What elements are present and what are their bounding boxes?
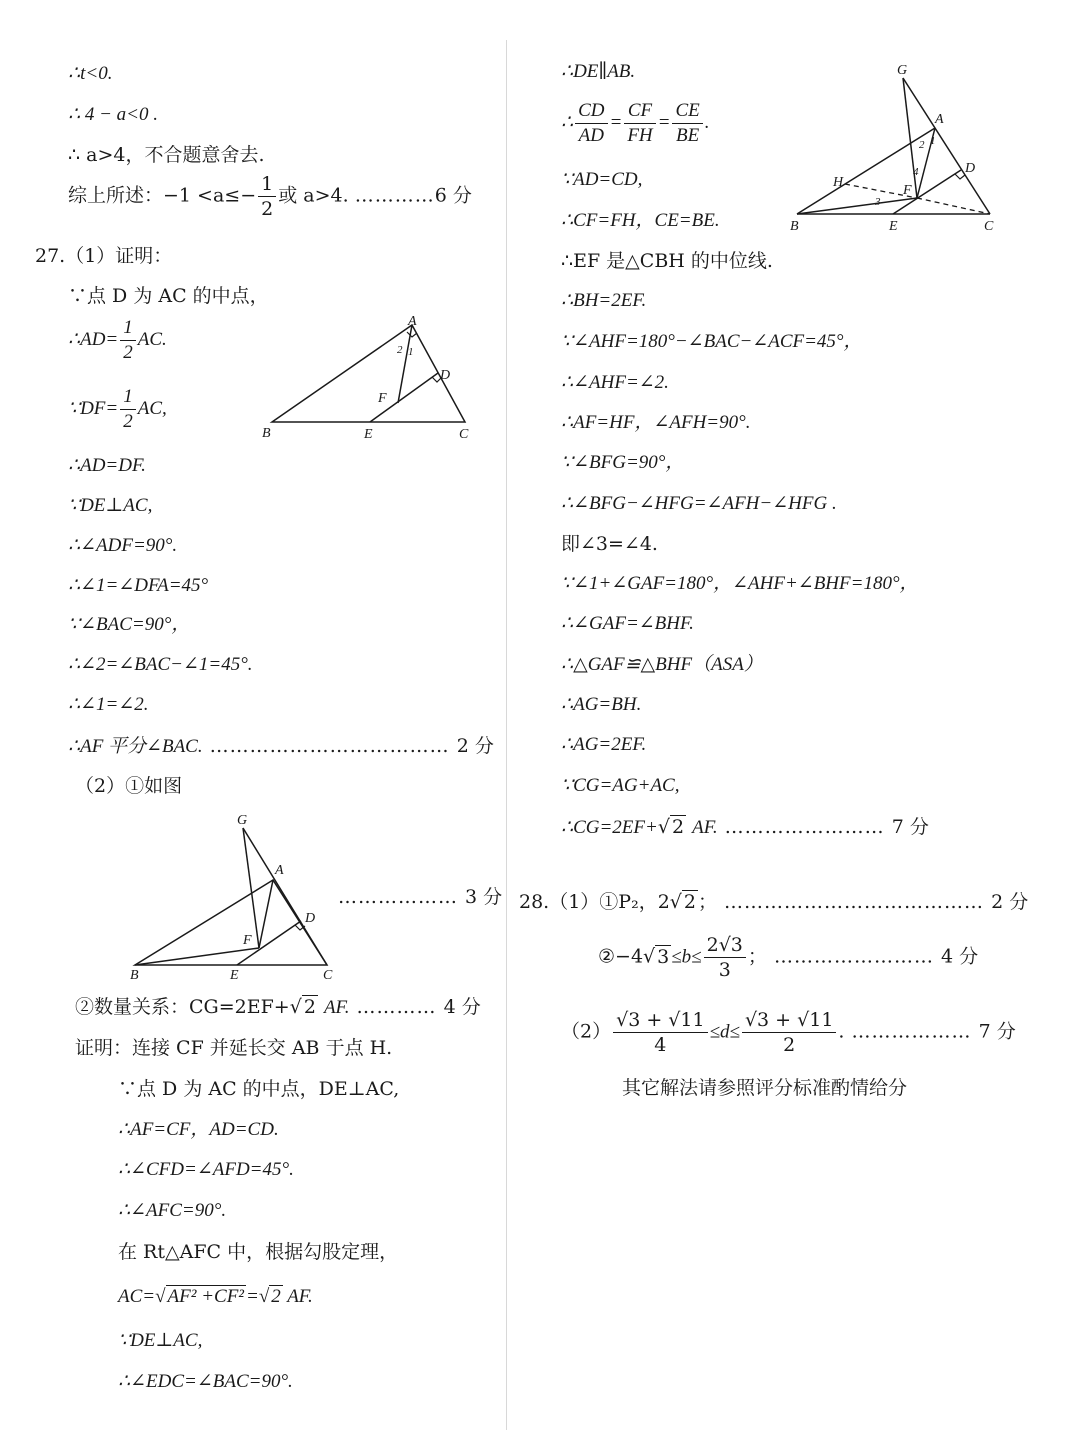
fig2-label-G: G [237, 813, 248, 828]
fig1-label-1: 1 [408, 346, 414, 358]
footer-note: 其它解法请参照评分标准酌情给分 [622, 1077, 908, 1099]
line-ad-half-ac: ∴AD= $\frac{1}{2}$ AC. [68, 317, 167, 363]
fig3-label-H: H [833, 175, 844, 190]
fig2-label-F: F [243, 933, 252, 948]
line-t-lt-0: ∴t<0. [68, 63, 113, 84]
fig2-label-C: C [323, 968, 333, 983]
line-bfg-hfg: ∴∠BFG−∠HFG=∠AFH−∠HFG . [561, 493, 837, 514]
line-summary: 综上所述：−1 <a≤− $\frac{1}{2}$ 或 a>4. …………6 分 [68, 173, 472, 220]
line-ad-eq-df: ∴AD=DF. [68, 455, 146, 476]
line-ac-sqrt: AC=√ AF² +CF² =√ 2 AF. [118, 1286, 313, 1307]
line-de-perp-ac-2: ∵DE⊥AC, [118, 1330, 203, 1351]
line-midline: ∴EF 是△CBH 的中位线. [561, 250, 773, 272]
line-a-gt-4: ∴ a>4，不合题意舍去. [68, 144, 265, 166]
line-afc-90: ∴∠AFC=90°. [118, 1200, 227, 1221]
fig3-label-B: B [790, 219, 799, 234]
fig3-label-2: 2 [919, 139, 925, 151]
line-angle1-eq-2: ∴∠1=∠2. [68, 694, 149, 715]
fig3-label-C: C [984, 219, 994, 234]
fraction-half: $\frac{1}{2}$ [258, 172, 276, 221]
figure-triangle-2 [125, 808, 345, 983]
fig3-label-E: E [889, 219, 898, 234]
line-supplementary: ∵∠1+∠GAF=180°，∠AHF+∠BHF=180°， [561, 573, 919, 594]
fig3-label-G: G [897, 63, 908, 78]
line-ahf-calc: ∵∠AHF=180°−∠BAC−∠ACF=45°， [561, 331, 863, 352]
q28-part2: （2） $\frac{√3 + √11}{4}$ ≤d≤ $\frac{√3 + √11}{2}$ . ……………… 7 分 [561, 1009, 1016, 1056]
line-ratio: ∴ $\frac{CD}{AD}$ = $\frac{CF}{FH}$ = $\frac{CE}{BE}$ . [561, 100, 710, 146]
line-cf-fh: ∴CF=FH，CE=BE. [561, 210, 720, 231]
score-6: 6 分 [434, 184, 472, 207]
fig3-label-D: D [965, 161, 976, 176]
line-af-hf: ∴AF=HF，∠AFH=90°. [561, 412, 751, 433]
line-midpoint-perp: ∵点 D 为 AC 的中点，DE⊥AC, [118, 1078, 400, 1100]
line-bac-90: ∵∠BAC=90°， [68, 614, 191, 635]
fig2-label-E: E [230, 968, 239, 983]
line-d-midpoint: ∵点 D 为 AC 的中点， [68, 285, 269, 307]
fig1-label-D: D [440, 368, 451, 383]
line-de-parallel-ab: ∴DE∥AB. [561, 61, 636, 82]
line-gaf-bhf: ∴∠GAF=∠BHF. [561, 613, 694, 634]
figure-triangle-3 [785, 60, 1005, 240]
line-af-bisects: ∴AF 平分∠BAC. ……………………………… 2 分 [68, 735, 494, 757]
q27-heading: 27.（1）证明： [35, 245, 173, 267]
fig3-label-3: 3 [875, 196, 881, 208]
score-4b: 4 分 [941, 945, 979, 968]
line-de-perp-ac: ∵DE⊥AC, [68, 495, 153, 516]
line-fig2-score: ……………… 3 分 [338, 886, 503, 908]
fig1-label-A: A [408, 315, 417, 329]
q28-part1-b: ②−4√ 3 ≤b≤ $\frac{2√3}{3}$ ； …………………… 4 分 [598, 934, 979, 981]
line-relation: ②数量关系：CG=2EF+√ 2 AF. ………… 4 分 [75, 996, 481, 1018]
fig2-label-B: B [130, 968, 139, 983]
line-edc-bac: ∴∠EDC=∠BAC=90°. [118, 1371, 293, 1392]
fig1-label-F: F [378, 391, 387, 406]
score-2b: 2 分 [991, 891, 1029, 913]
line-cg-result: ∴CG=2EF+√ 2 AF. …………………… 7 分 [561, 816, 929, 838]
fig1-label-B: B [262, 426, 271, 441]
line-cg-sum: ∵CG=AG+AC, [561, 775, 680, 796]
score-7b: 7 分 [978, 1020, 1016, 1043]
line-ag-2ef: ∴AG=2EF. [561, 734, 647, 755]
line-pythagoras: 在 Rt△AFC 中，根据勾股定理， [118, 1241, 399, 1263]
line-part2-figure: （2）①如图 [75, 775, 183, 797]
score-7a: 7 分 [891, 816, 929, 838]
score-4: 4 分 [443, 996, 481, 1018]
line-congruent: ∴△GAF≌△BHF（ASA） [561, 654, 763, 675]
score-3: 3 分 [465, 886, 503, 908]
line-bfg-90: ∵∠BFG=90°， [561, 452, 685, 473]
line-ad-cd: ∵AD=CD, [561, 169, 643, 190]
line-proof-connect: 证明：连接 CF 并延长交 AB 于点 H. [75, 1037, 393, 1059]
q28-part1: 28.（1）①P₂，2√ 2 ； ………………………………… 2 分 [519, 891, 1029, 913]
line-angle1-45: ∴∠1=∠DFA=45° [68, 575, 209, 596]
line-af-cf: ∴AF=CF，AD=CD. [118, 1119, 279, 1140]
line-df-half-ac: ∵DF= $\frac{1}{2}$ AC, [68, 386, 167, 432]
fig3-label-A: A [935, 112, 944, 127]
fig1-label-E: E [364, 427, 373, 442]
fig3-label-1: 1 [930, 135, 936, 147]
line-ag-bh: ∴AG=BH. [561, 694, 642, 715]
column-divider [506, 40, 507, 1430]
score-2: 2 分 [456, 735, 494, 757]
line-angle2-45: ∴∠2=∠BAC−∠1=45°. [68, 654, 253, 675]
line-bh-2ef: ∴BH=2EF. [561, 290, 647, 311]
line-ahf-eq-2: ∴∠AHF=∠2. [561, 372, 669, 393]
fig2-label-A: A [275, 863, 284, 878]
line-angle3-4: 即∠3=∠4. [561, 533, 658, 555]
fig3-label-4: 4 [913, 166, 919, 178]
line-cfd-afd: ∴∠CFD=∠AFD=45°. [118, 1159, 294, 1180]
fig1-label-2: 2 [397, 344, 403, 356]
fig3-label-F: F [903, 183, 912, 198]
figure-triangle-1 [260, 315, 480, 445]
line-4-minus-a: ∴ 4 − a<0 . [68, 104, 158, 125]
line-adf-90: ∴∠ADF=90°. [68, 535, 178, 556]
fig2-label-D: D [305, 911, 316, 926]
fig1-label-C: C [459, 427, 469, 442]
